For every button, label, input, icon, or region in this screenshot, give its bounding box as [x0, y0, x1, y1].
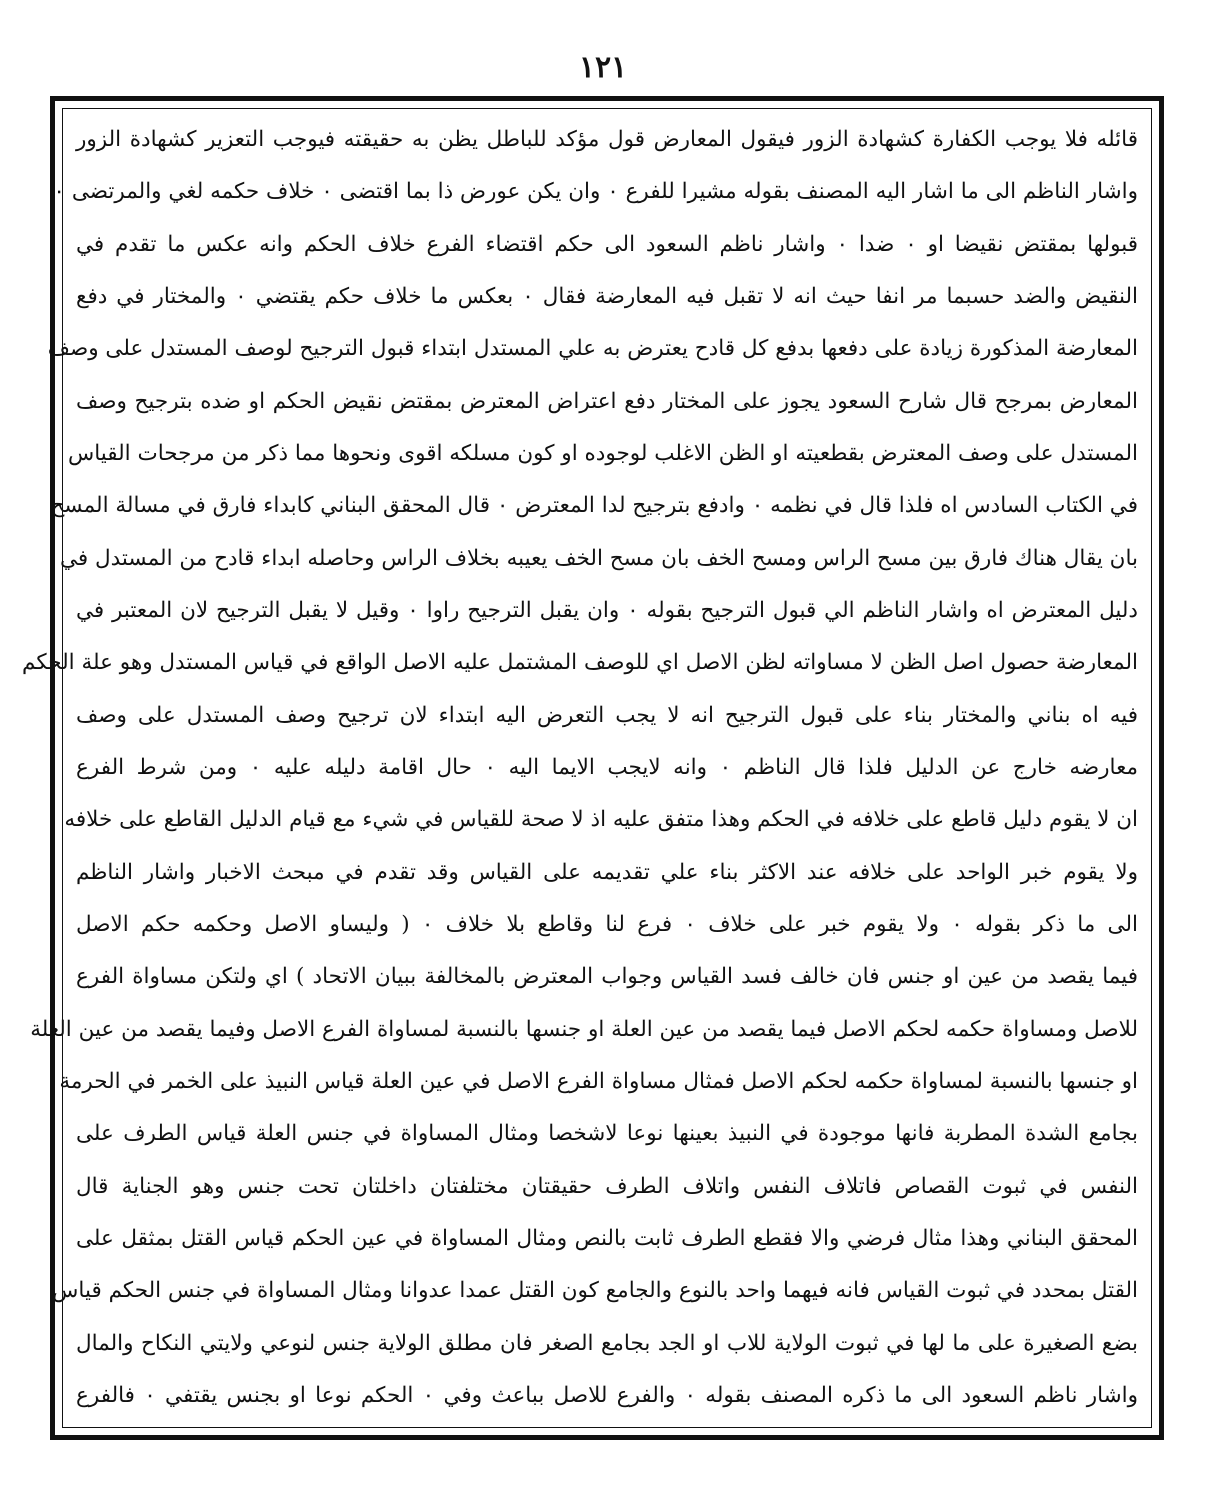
text-line: بجامع الشدة المطربة فانها موجودة في النبيذ بعينها نوعا لاشخصا ومثال المساواة في جنس العلة قياس الطرف على — [76, 1121, 1138, 1147]
text-line: ان لا يقوم دليل قاطع على خلافه في الحكم وهذا متفق عليه اذ لا صحة للقياس في شيء مع قيام الدليل القاطع على خلافه — [64, 807, 1138, 833]
text-line: النقيض والضد حسبما مر انفا حيث انه لا تقبل فيه المعارضة فقال ٠ بعكس ما خلاف حكم يقتضي ٠ والمختار في دفع — [76, 283, 1138, 309]
text-line: دليل المعترض اه واشار الناظم الي قبول الترجيح بقوله ٠ وان يقبل الترجيح راوا ٠ وقيل لا يقبل الترجيح لان المعتبر في — [76, 597, 1138, 623]
text-line: المعارضة المذكورة زيادة على دفعها بدفع كل قادح يعترض به علي المستدل ابتداء قبول الترجيح لوصف المستدل على وصف — [47, 336, 1138, 362]
text-line: للاصل ومساواة حكمه لحكم الاصل فيما يقصد من عين العلة او جنسها بالنسبة لمساواة الفرع الاصل وفيما يقصد من عين العلة — [30, 1016, 1138, 1042]
text-line: قبولها بمقتض نقيضا او ٠ ضدا ٠ واشار ناظم السعود الى حكم اقتضاء الفرع خلاف الحكم وانه عكس ما تقدم في — [76, 231, 1138, 257]
text-line: قائله فلا يوجب الكفارة كشهادة الزور فيقول المعارض قول مؤكد للباطل يظن به حقيقته فيوجب التعزير كشهادة الزور — [76, 127, 1138, 152]
page-number: ١٢١ — [578, 50, 628, 85]
text-line: فيه اه بناني والمختار بناء على قبول الترجيح انه لا يجب التعرض اليه ابتداء لان ترجيح وصف المستدل على وصف — [76, 702, 1138, 728]
body-text — [22, 116, 1138, 1420]
text-line: فيما يقصد من عين او جنس فان خالف فسد القياس وجواب المعترض بالمخالفة ببيان الاتحاد ) اي ولتكن مساواة الفرع — [76, 964, 1138, 990]
text-line: معارضه خارج عن الدليل فلذا قال الناظم ٠ وانه لايجب الايما اليه ٠ حال اقامة دليله عليه ٠ ومن شرط الفرع — [76, 754, 1138, 780]
text-line: المعارضة حصول اصل الظن لا مساواته لظن الاصل اي للوصف المشتمل عليه الاصل الواقع في قياس المستدل وهو علة الحكم — [22, 650, 1138, 676]
text-line: المعارض بمرجح قال شارح السعود يجوز على المختار دفع اعتراض المعترض بمقتض نقيض الحكم او ضده بترجيح وصف — [76, 388, 1138, 414]
text-line: او جنسها بالنسبة لمساواة حكمه لحكم الاصل فمثال مساواة الفرع الاصل في عين العلة قياس النبيذ على الخمر في الحرمة — [59, 1068, 1138, 1094]
text-line: القتل بمحدد في ثبوت القياس فانه فيهما واحد بالنوع والجامع كون القتل عمدا عدوانا ومثال المساواة في جنس الحكم قياس — [52, 1278, 1138, 1304]
text-line: واشار ناظم السعود الى ما ذكره المصنف بقوله ٠ والفرع للاصل بباعث وفي ٠ الحكم نوعا او بجنس يقتفي ٠ فالفرع — [76, 1382, 1138, 1408]
text-line: النفس في ثبوت القصاص فاتلاف النفس واتلاف الطرف حقيقتان مختلفتان داخلتان تحت جنس وهو الجناية قال — [76, 1173, 1138, 1199]
text-line: بضع الصغيرة على ما لها في ثبوت الولاية للاب او الجد بجامع الصغر فان مطلق الولاية جنس لنوعي ولايتي النكاح والمال — [76, 1330, 1138, 1356]
text-line: الى ما ذكر بقوله ٠ ولا يقوم خبر على خلاف ٠ فرع لنا وقاطع بلا خلاف ٠ ( وليساو الاصل وحكمه حكم الاصل — [76, 911, 1138, 937]
text-line: في الكتاب السادس اه فلذا قال في نظمه ٠ وادفع بترجيح لدا المعترض ٠ قال المحقق البناني كابداء فارق في مسالة المسح — [50, 493, 1138, 519]
text-line: ولا يقوم خبر الواحد على خلافه عند الاكثر بناء علي تقديمه على القياس وقد تقدم في مبحث الاخبار واشار الناظم — [76, 859, 1138, 885]
text-line: واشار الناظم الى ما اشار اليه المصنف بقوله مشيرا للفرع ٠ وان يكن عورض ذا بما اقتضى ٠ خلاف حكمه لغي والمرتضى ٠ — [53, 179, 1138, 205]
text-line: بان يقال هناك فارق بين مسح الراس ومسح الخف بان مسح الخف يعيبه بخلاف الراس وحاصله ابداء قادح من المستدل في — [59, 545, 1138, 571]
text-line: المحقق البناني وهذا مثال فرضي والا فقطع الطرف ثابت بالنص ومثال المساواة في عين الحكم قياس القتل بمثقل على — [76, 1225, 1138, 1251]
text-line: المستدل على وصف المعترض بقطعيته او الظن الاغلب لوجوده او كون مسلكه اقوى ونحوها مما ذكر من مرجحات القياس — [67, 440, 1138, 466]
